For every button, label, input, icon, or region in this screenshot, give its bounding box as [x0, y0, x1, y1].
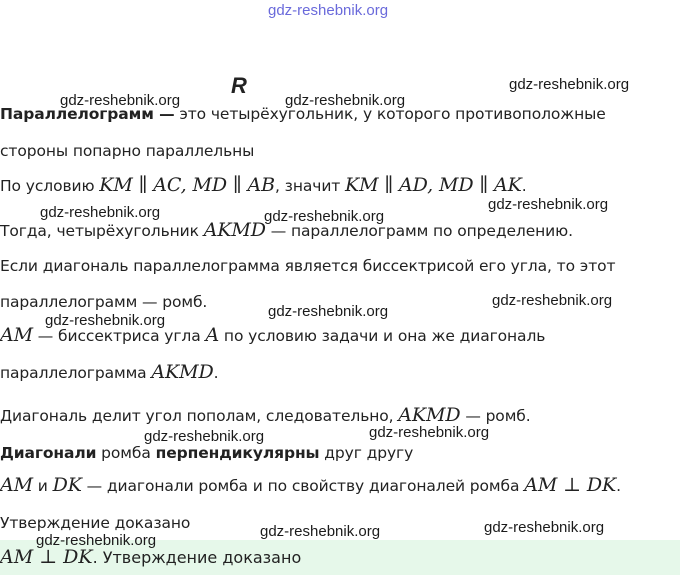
watermark: gdz-reshebnik.org — [40, 204, 161, 221]
formula: AM ⊥ DK — [524, 474, 617, 496]
perpendicular-property-line: Диагонали ромба перпендикулярны друг другу — [0, 444, 414, 462]
watermark: gdz-reshebnik.org — [36, 532, 157, 549]
watermark-top: gdz-reshebnik.org — [268, 2, 389, 19]
formula: KM ∥ AC, MD ∥ AB — [99, 174, 276, 196]
rhombus-line: Диагональ делит угол пополам, следовательно, AKMD — ромб. — [0, 404, 531, 426]
watermark: gdz-reshebnik.org — [484, 519, 605, 536]
watermark: gdz-reshebnik.org — [60, 92, 181, 109]
answer-text: AM ⊥ DK. Утверждение доказано — [0, 546, 302, 568]
formula: A — [205, 324, 220, 346]
watermark: gdz-reshebnik.org — [488, 196, 609, 213]
formula: AKMD — [151, 361, 214, 383]
definition-line-2: стороны попарно параллельны — [0, 142, 255, 160]
rule-line-2: параллелограмм — ромб. — [0, 293, 208, 311]
watermark: gdz-reshebnik.org — [260, 523, 381, 540]
term-parallelogram: Параллелограмм — — [0, 105, 175, 123]
watermark: gdz-reshebnik.org — [45, 312, 166, 329]
watermark: gdz-reshebnik.org — [268, 303, 389, 320]
formula: AKMD — [398, 404, 461, 426]
conclusion-line: Тогда, четырёхугольник AKMD — параллелограмм по определению. — [0, 219, 573, 241]
condition-line: По условию KM ∥ AC, MD ∥ AB, значит KM ∥ AD, MD ∥ AK. — [0, 174, 527, 196]
site-logo: R — [231, 73, 247, 98]
diagonals-line: AM и DK — диагонали ромба и по свойству диагоналей ромба AM ⊥ DK. — [0, 474, 621, 496]
formula: AM — [0, 474, 33, 496]
watermark: gdz-reshebnik.org — [264, 208, 385, 225]
rule-line-1: Если диагональ параллелограмма является биссектрисой его угла, то этот — [0, 257, 616, 275]
proof-statement: Утверждение доказано — [0, 514, 191, 532]
formula: AM — [0, 324, 33, 346]
diagonal-line: параллелограмма AKMD. — [0, 361, 219, 383]
formula: KM ∥ AD, MD ∥ AK — [345, 174, 522, 196]
definition-line-1: Параллелограмм — это четырёхугольник, у которого противоположные — [0, 105, 606, 123]
formula: AM ⊥ DK — [0, 546, 93, 568]
bisector-line: AM — биссектриса угла A по условию задачи и она же диагональ — [0, 324, 546, 346]
watermark: gdz-reshebnik.org — [369, 424, 490, 441]
formula: AKMD — [203, 219, 266, 241]
watermark: gdz-reshebnik.org — [492, 292, 613, 309]
watermark: gdz-reshebnik.org — [144, 428, 265, 445]
watermark: gdz-reshebnik.org — [285, 92, 406, 109]
formula: DK — [52, 474, 82, 496]
watermark: gdz-reshebnik.org — [509, 76, 630, 93]
